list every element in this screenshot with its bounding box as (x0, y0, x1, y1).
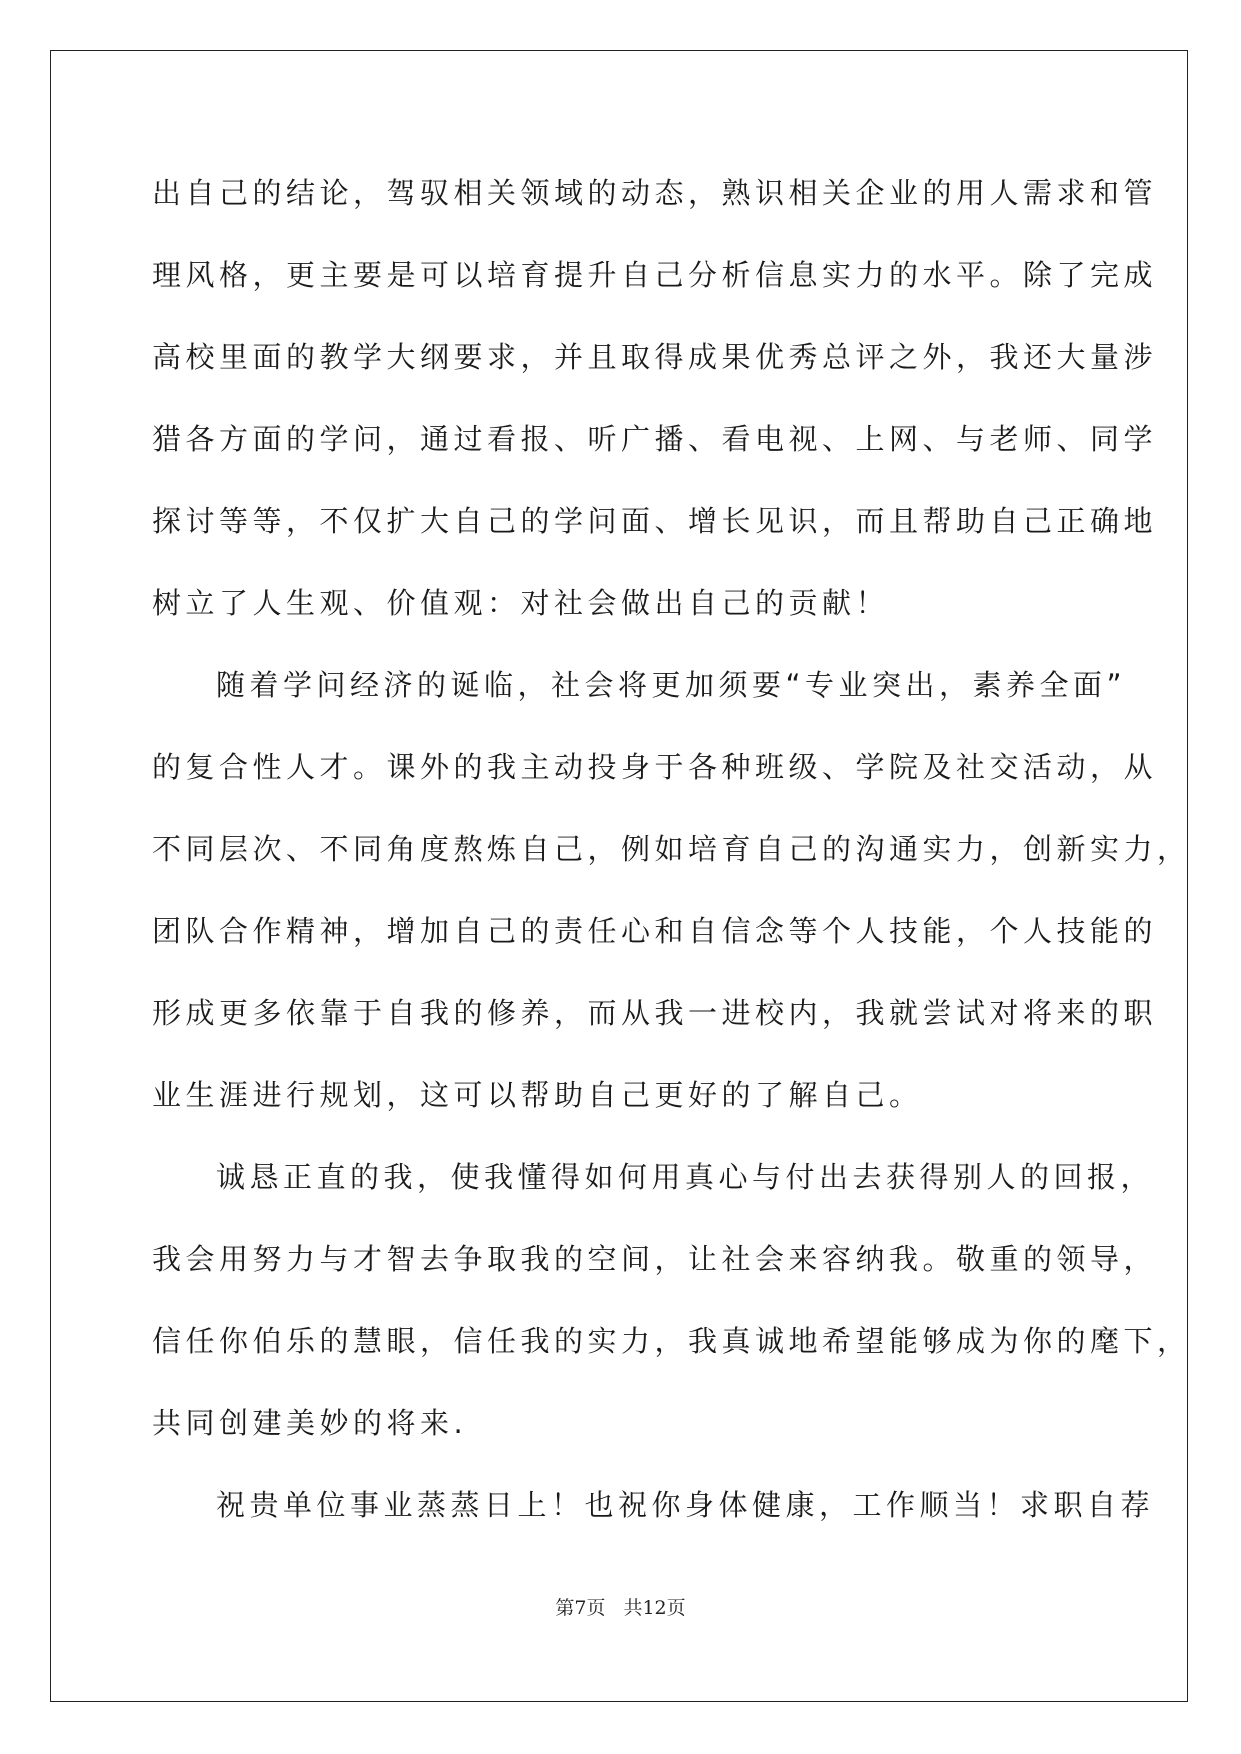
paragraph-2 (152, 644, 1191, 1136)
text-line: 共同创建美妙的将来. (152, 1406, 468, 1440)
paragraph-1 (152, 152, 1158, 644)
page-number: 第7页 (555, 1597, 606, 1619)
text-line: 不同层次、不同角度熬炼自己，例如培育自己的沟通实力，创新实力， (152, 832, 1191, 866)
page-total: 共12页 (623, 1597, 686, 1619)
text-line: 探讨等等，不仅扩大自己的学问面、增长见识，而且帮助自己正确地 (152, 504, 1158, 538)
page-footer (0, 1593, 1241, 1620)
text-line: 形成更多依靠于自我的修养，而从我一进校内，我就尝试对将来的职 (152, 996, 1158, 1030)
text-line: 猎各方面的学问，通过看报、听广播、看电视、上网、与老师、同学 (152, 422, 1158, 456)
text-line: 树立了人生观、价值观：对社会做出自己的贡献！ (152, 586, 890, 620)
text-line: 理风格，更主要是可以培育提升自己分析信息实力的水平。除了完成 (152, 258, 1158, 292)
paragraph-3 (152, 1136, 1191, 1464)
document-body (152, 152, 1191, 1546)
paragraph-4 (152, 1464, 1155, 1546)
text-line: 业生涯进行规划，这可以帮助自己更好的了解自己。 (152, 1078, 923, 1112)
text-line: 的复合性人才。课外的我主动投身于各种班级、学院及社交活动，从 (152, 750, 1158, 784)
text-line: 高校里面的教学大纲要求，并且取得成果优秀总评之外，我还大量涉 (152, 340, 1158, 374)
text-line: 随着学问经济的诞临，社会将更加须要“专业突出，素养全面” (216, 668, 1127, 702)
text-line: 祝贵单位事业蒸蒸日上！也祝你身体健康，工作顺当！求职自荐 (216, 1488, 1155, 1522)
text-line: 我会用努力与才智去争取我的空间，让社会来容纳我。敬重的领导， (152, 1242, 1158, 1276)
text-line: 诚恳正直的我，使我懂得如何用真心与付出去获得别人的回报， (216, 1160, 1155, 1194)
text-line: 团队合作精神，增加自己的责任心和自信念等个人技能，个人技能的 (152, 914, 1158, 948)
text-line: 信任你伯乐的慧眼，信任我的实力，我真诚地希望能够成为你的麾下， (152, 1324, 1191, 1358)
text-line: 出自己的结论，驾驭相关领域的动态，熟识相关企业的用人需求和管 (152, 176, 1158, 210)
